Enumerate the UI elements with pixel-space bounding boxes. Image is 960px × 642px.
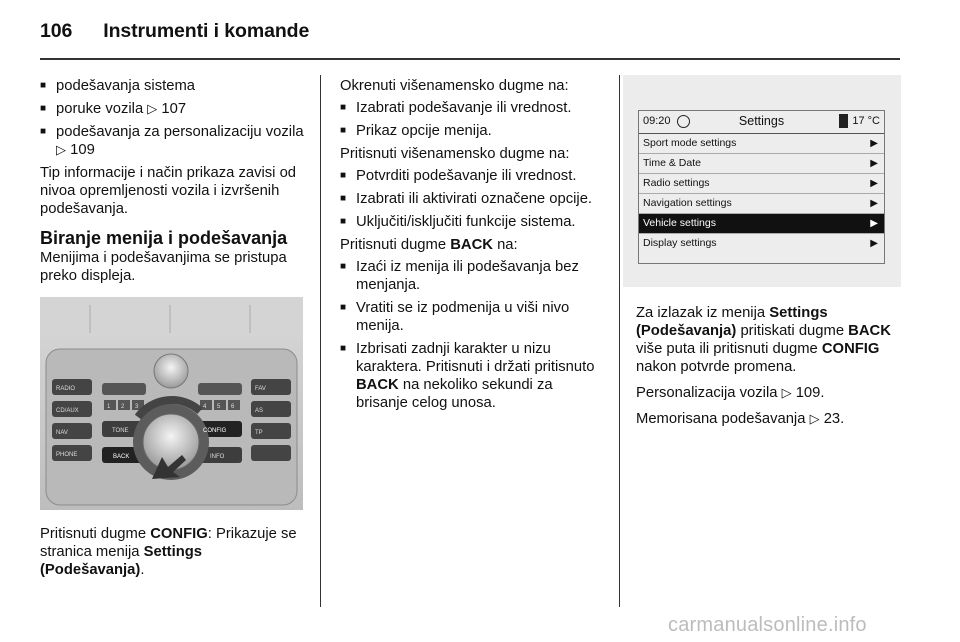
preset-5-label: 5 (217, 404, 221, 410)
list-item: ■ Uključiti/isključiti funkcije sistema. (340, 213, 608, 231)
paragraph: Tip informacije i način prikaza zavisi od nivoa opremljenosti vozila i izvršenih podešavanja. (40, 165, 297, 217)
nav-button-label: NAV (56, 430, 68, 436)
phone-icon (839, 114, 848, 128)
page-number: 106 (40, 20, 73, 42)
list-item: ■ Vratiti se iz podmenija u viši nivo menija. (340, 299, 608, 335)
left-column (40, 77, 308, 289)
screen-time: 09:20 (643, 115, 671, 127)
menu-item-radio: Radio settings ▶ (639, 174, 884, 194)
chevron-right-icon: ▶ (870, 138, 878, 149)
chevron-right-icon: ▶ (870, 218, 878, 229)
radio-button-label: RADIO (56, 386, 76, 392)
list-item: ■ podešavanja za personalizaciju vozila ▷ 109 (40, 123, 308, 159)
menu-item-display: Display settings ▶ (639, 234, 884, 253)
list-item: ■ poruke vozila ▷ 107 (40, 100, 308, 118)
as-button-label: AS (255, 408, 264, 414)
tp-button-label: TP (255, 430, 263, 436)
screen-temperature: 17 °C (852, 115, 880, 127)
paragraph: Personalizacija vozila ▷ 109. (636, 385, 825, 401)
menu-item-time-date: Time & Date ▶ (639, 154, 884, 174)
watermark: carmanualsonline.info (668, 614, 867, 636)
config-button-label: CONFIG (203, 428, 227, 434)
header-rule (40, 58, 900, 60)
cross-reference-arrow-icon: ▷ (781, 385, 792, 400)
paragraph: Za izlazak iz menija Settings (Podešavanja) pritiskati dugme BACK više puta ili pritisnuti dugme CONFIG nakon potvrde promena. (636, 305, 891, 375)
chevron-right-icon: ▶ (870, 198, 878, 209)
settings-screen-image (623, 75, 901, 287)
fav-button-label: FAV (255, 386, 266, 392)
paragraph: Pritisnuti višenamensko dugme na: (340, 146, 570, 162)
screen-title: Settings (738, 114, 785, 128)
chevron-right-icon: ▶ (870, 178, 878, 189)
list-item: ■ Potvrditi podešavanje ili vrednost. (340, 167, 608, 185)
preset-4-label: 4 (203, 404, 207, 410)
menu-item-navigation: Navigation settings ▶ (639, 194, 884, 214)
info-button-label: INFO (210, 454, 225, 460)
menu-item-vehicle: Vehicle settings ▶ (639, 214, 884, 234)
back-button-label: BACK (113, 454, 130, 460)
menu-item-sport-mode: Sport mode settings ▶ (639, 134, 884, 154)
tone-button-label: TONE (112, 428, 129, 434)
column-divider-1 (320, 75, 321, 607)
photo-caption: Pritisnuti dugme CONFIG: Prikazuje se stranica menija Settings (Podešavanja). (40, 526, 297, 578)
section-heading: Biranje menija i podešavanja (40, 228, 288, 248)
right-column (636, 304, 904, 432)
column-divider-2 (619, 75, 620, 607)
paragraph: Memorisana podešavanja ▷ 23. (636, 411, 845, 427)
cross-reference-arrow-icon: ▷ (147, 101, 158, 116)
list-item: ■ Izabrati ili aktivirati označene opcije. (340, 190, 608, 208)
list-item: ■ Izbrisati zadnji karakter u nizu karaktera. Pritisnuti i držati pritisnuto BACK na nekoliko sekundi za brisanje celog unosa. (340, 340, 608, 412)
page-title: Instrumenti i komande (103, 20, 310, 42)
preset-6-label: 6 (231, 404, 235, 410)
control-panel-photo (40, 297, 303, 510)
chevron-right-icon: ▶ (870, 158, 878, 169)
cross-reference-arrow-icon: ▷ (56, 142, 66, 157)
paragraph: Okrenuti višenamensko dugme na: (340, 78, 569, 94)
middle-column (340, 77, 608, 417)
phone-button-label: PHONE (56, 452, 78, 458)
paragraph: Menijima i podešavanjima se pristupa preko displeja. (40, 250, 287, 284)
page-header (40, 20, 309, 43)
paragraph: Pritisnuti dugme BACK na: (340, 237, 518, 253)
cd-aux-button-label: CD/AUX (56, 408, 79, 414)
preset-3-label: 3 (135, 404, 139, 410)
list-item: ■ Prikaz opcije menija. (340, 122, 608, 140)
cross-reference-arrow-icon: ▷ (809, 411, 820, 426)
preset-1-label: 1 (107, 404, 111, 410)
list-item: ■ Izaći iz menija ili podešavanja bez menjanja. (340, 258, 608, 294)
list-item: ■ podešavanja sistema (40, 77, 308, 95)
chevron-right-icon: ▶ (870, 238, 878, 249)
list-item: ■ Izabrati podešavanje ili vrednost. (340, 99, 608, 117)
screen-status-bar (639, 111, 884, 134)
preset-2-label: 2 (121, 404, 125, 410)
settings-screen (638, 110, 885, 264)
